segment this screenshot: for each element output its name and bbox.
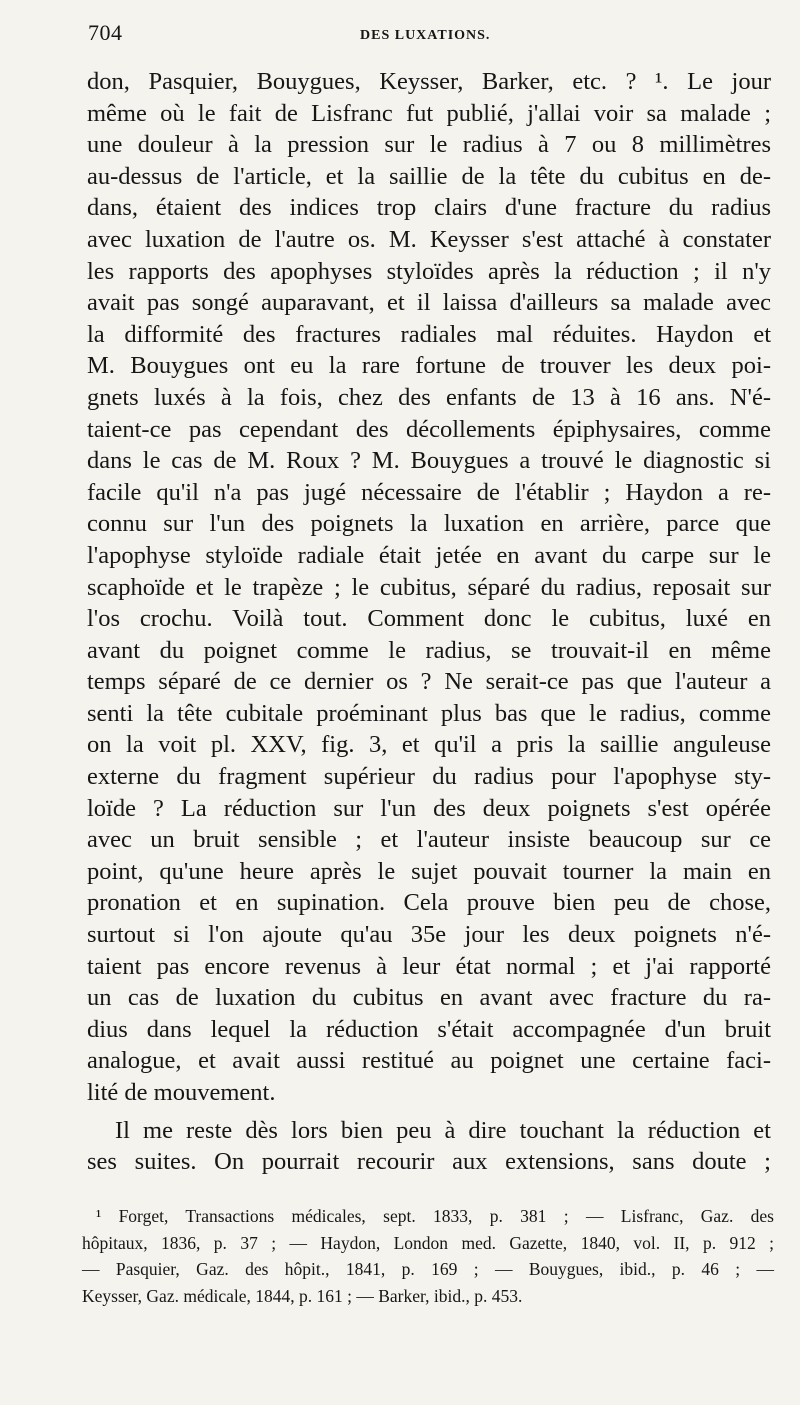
text-line: lité de mouvement. — [87, 1079, 276, 1106]
footnotes — [82, 1203, 774, 1309]
text-line: avec luxation de l'autre os. M. Keysser s'est attaché à constater — [87, 225, 771, 253]
body-text — [87, 66, 771, 1178]
text-line: loïde ? La réduction sur l'un des deux poignets s'est opérée — [87, 794, 771, 822]
text-line: dius dans lequel la réduction s'était accompagnée d'un bruit — [87, 1015, 771, 1043]
text-line: avant du poignet comme le radius, se trouvait-il en même — [87, 636, 771, 664]
text-line: don, Pasquier, Bouygues, Keysser, Barker, etc. ? ¹. Le jour — [87, 68, 771, 95]
text-line: même où le fait de Lisfranc fut publié, j'allai voir sa malade ; — [87, 99, 771, 127]
text-line: gnets luxés à la fois, chez des enfants de 13 à 16 ans. N'é- — [87, 383, 771, 411]
text-line: temps séparé de ce dernier os ? Ne serait-ce pas que l'auteur a — [87, 668, 771, 696]
text-line: analogue, et avait aussi restitué au poignet une certaine faci- — [87, 1047, 771, 1075]
text-line: facile qu'il n'a pas jugé nécessaire de l'établir ; Haydon a re- — [87, 478, 771, 506]
page-number: 704 — [88, 20, 123, 45]
text-line: pronation et en supination. Cela prouve bien peu de chose, — [87, 889, 771, 917]
text-line: l'os crochu. Voilà tout. Comment donc le cubitus, luxé en — [87, 605, 771, 633]
text-line: avec un bruit sensible ; et l'auteur insiste beaucoup sur ce — [87, 826, 771, 854]
text-line: taient-ce pas cependant des décollements épiphysaires, comme — [87, 415, 771, 443]
text-line: senti la tête cubitale proéminant plus bas que le radius, comme — [87, 699, 771, 727]
footnote-line: ¹ Forget, Transactions médicales, sept. 1833, p. 381 ; — Lisfranc, Gaz. des — [96, 1206, 774, 1226]
text-line: M. Bouygues ont eu la rare fortune de trouver les deux poi- — [87, 352, 771, 380]
text-line: point, qu'une heure après le sujet pouvait tourner la main en — [87, 857, 771, 885]
text-line: ses suites. On pourrait recourir aux extensions, sans doute ; — [87, 1148, 771, 1176]
text-line: dans le cas de M. Roux ? M. Bouygues a trouvé le diagnostic si — [87, 447, 771, 475]
text-line: surtout si l'on ajoute qu'au 35e jour les deux poignets n'é- — [87, 921, 771, 949]
text-line: on la voit pl. XXV, fig. 3, et qu'il a pris la saillie anguleuse — [87, 731, 771, 759]
footnote-line: hôpitaux, 1836, p. 37 ; — Haydon, London med. Gazette, 1840, vol. II, p. 912 ; — [82, 1232, 774, 1253]
text-line: externe du fragment supérieur du radius pour l'apophyse sty- — [87, 763, 771, 791]
text-line: dans, étaient des indices trop clairs d'une fracture du radius — [87, 194, 771, 222]
text-line: avait pas songé auparavant, et il laissa d'ailleurs sa malade avec — [87, 289, 771, 317]
footnote-line: Keysser, Gaz. médicale, 1844, p. 161 ; — Barker, ibid., p. 453. — [82, 1285, 523, 1306]
text-line: un cas de luxation du cubitus en avant avec fracture du ra- — [87, 984, 771, 1012]
text-line: les rapports des apophyses styloïdes après la réduction ; il n'y — [87, 257, 771, 285]
text-line: Il me reste dès lors bien peu à dire touchant la réduction et — [115, 1116, 771, 1144]
footnote-line: — Pasquier, Gaz. des hôpit., 1841, p. 169 ; — Bouygues, ibid., p. 46 ; — — [82, 1259, 774, 1279]
text-line: l'apophyse styloïde radiale était jetée en avant du carpe sur le — [87, 541, 771, 569]
running-head: DES LUXATIONS. — [360, 28, 491, 43]
text-line: au-dessus de l'article, et la saillie de la tête du cubitus en de- — [87, 162, 771, 190]
text-line: la difformité des fractures radiales mal réduites. Haydon et — [87, 320, 771, 348]
text-line: une douleur à la pression sur le radius à 7 ou 8 millimètres — [87, 131, 771, 159]
text-line: taient pas encore revenus à leur état normal ; et j'ai rapporté — [87, 952, 771, 980]
text-line: scaphoïde et le trapèze ; le cubitus, séparé du radius, reposait sur — [87, 573, 771, 601]
text-line: connu sur l'un des poignets la luxation en arrière, parce que — [87, 510, 771, 538]
